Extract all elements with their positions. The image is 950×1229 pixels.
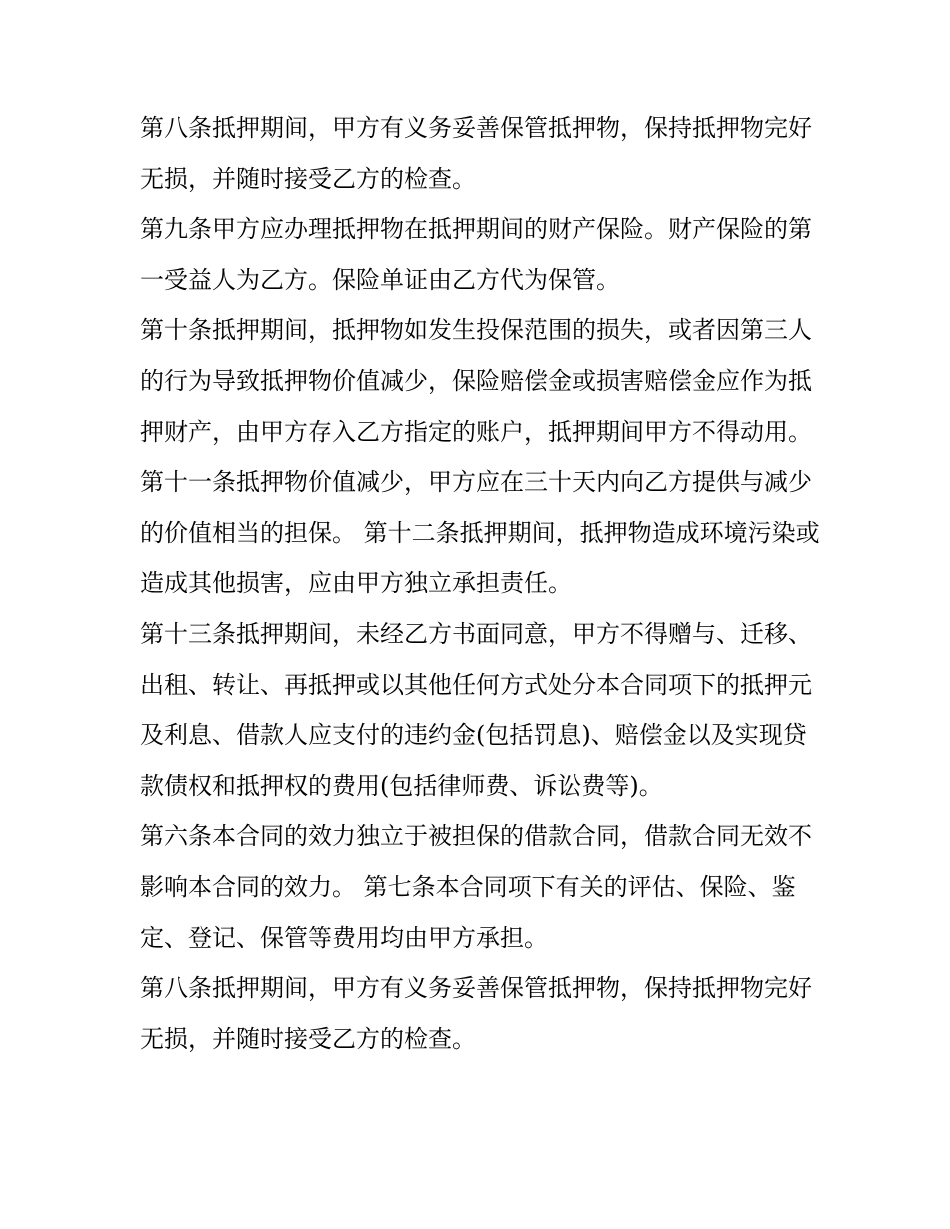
paragraph-article-9: 第九条甲方应办理抵押物在抵押期间的财产保险。财产保险的第一受益人为乙方。保险单证由乙方代为保管。 xyxy=(140,215,812,294)
paragraph-article-11-12: 第十一条抵押物价值减少，甲方应在三十天内向乙方提供与减少的价值相当的担保。 第十二条抵押期间，抵押物造成环境污染或造成其他损害，应由甲方独立承担责任。 xyxy=(140,468,820,598)
paragraph-article-13: 第十三条抵押期间，未经乙方书面同意，甲方不得赠与、迁移、出租、转让、再抵押或以其他任何方式处分本合同项下的抵押元及利息、借款人应支付的违约金(包括罚息)、赔偿金以及实现贷款债权和抵押权的费用(包括律师费、诉讼费等)。 xyxy=(140,619,812,800)
document-body xyxy=(140,103,820,1064)
paragraph-article-8-repeat: 第八条抵押期间，甲方有义务妥善保管抵押物，保持抵押物完好无损，并随时接受乙方的检查。 xyxy=(140,974,812,1053)
paragraph-article-8: 第八条抵押期间，甲方有义务妥善保管抵押物，保持抵押物完好无损，并随时接受乙方的检查。 xyxy=(140,114,812,193)
paragraph-article-10: 第十条抵押期间，抵押物如发生投保范围的损失，或者因第三人的行为导致抵押物价值减少，保险赔偿金或损害赔偿金应作为抵押财产，由甲方存入乙方指定的账户，抵押期间甲方不得动用。 xyxy=(140,316,812,446)
paragraph-article-6-7: 第六条本合同的效力独立于被担保的借款合同，借款合同无效不影响本合同的效力。 第七条本合同项下有关的评估、保险、鉴定、登记、保管等费用均由甲方承担。 xyxy=(140,822,812,952)
